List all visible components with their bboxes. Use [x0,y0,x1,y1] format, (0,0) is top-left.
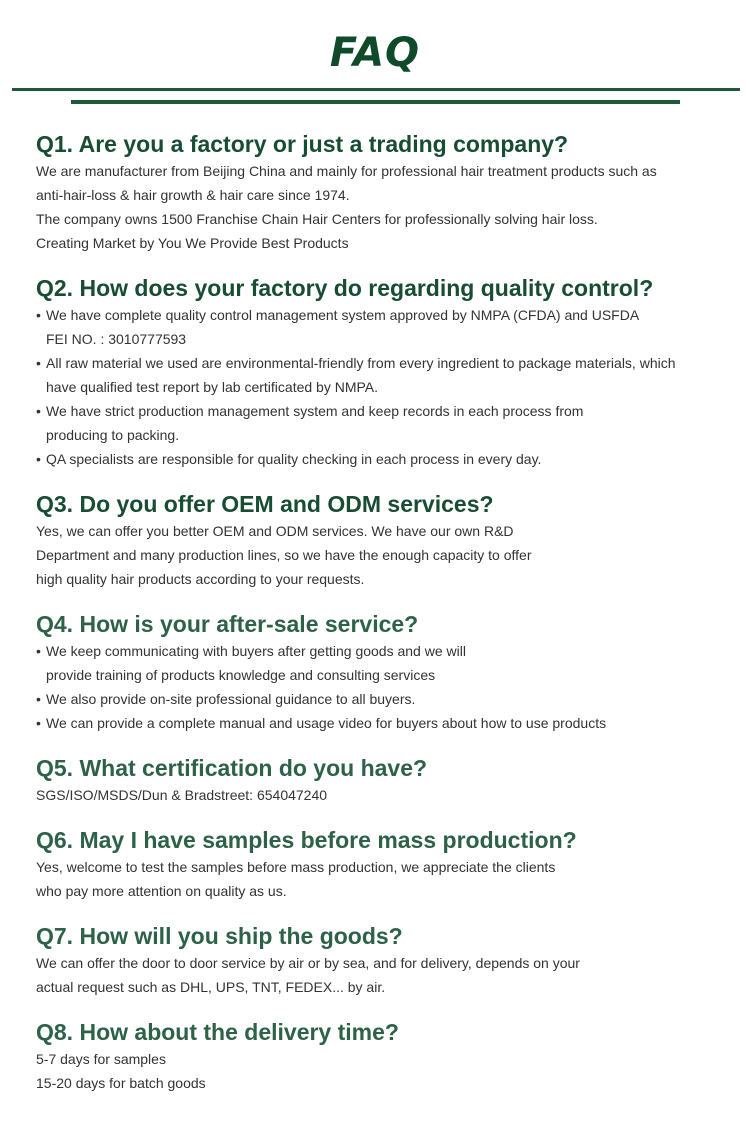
faq-item-q4 [36,609,736,735]
faq-bullet [36,639,736,663]
faq-bullet-text: All raw material we used are environmental-friendly from every ingredient to package materials, which [46,355,676,371]
faq-question: Q3. Do you offer OEM and ODM services? [36,491,494,517]
faq-item-q6 [36,825,736,903]
faq-question: Q4. How is your after-sale service? [36,611,419,637]
faq-item-q8 [36,1017,736,1095]
faq-question: Q1. Are you a factory or just a trading company? [36,131,569,157]
faq-bullet-text: We also provide on-site professional guidance to all buyers. [46,691,416,707]
faq-bullet [36,351,736,375]
faq-answer-line: 5-7 days for samples [36,1051,166,1067]
bullet-dot: • [36,307,41,323]
faq-answer-line: 15-20 days for batch goods [36,1075,206,1091]
faq-bullet-continuation: have qualified test report by lab certificated by NMPA. [46,379,379,395]
faq-bullet-continuation: FEI NO. : 3010777593 [46,331,187,347]
bullet-dot: • [36,715,41,731]
faq-answer-line: We are manufacturer from Beijing China and mainly for professional hair treatment products such as [36,163,657,179]
faq-answer-line: Creating Market by You We Provide Best Products [36,235,349,251]
faq-answer-line: SGS/ISO/MSDS/Dun & Bradstreet: 654047240 [36,787,328,803]
faq-answer-line: high quality hair products according to your requests. [36,571,365,587]
faq-question: Q7. How will you ship the goods? [36,923,403,949]
faq-bullet-text: QA specialists are responsible for quality checking in each process in every day. [46,451,542,467]
faq-answer-line: The company owns 1500 Franchise Chain Hair Centers for professionally solving hair loss. [36,211,598,227]
faq-question: Q2. How does your factory do regarding quality control? [36,275,654,301]
faq-bullet [36,711,736,735]
bullet-dot: • [36,691,41,707]
faq-bullet-continuation: producing to packing. [46,427,180,443]
faq-answer-line: actual request such as DHL, UPS, TNT, FEDEX... by air. [36,979,386,995]
faq-question: Q8. How about the delivery time? [36,1019,399,1045]
faq-header [0,0,750,110]
faq-answer-line: We can offer the door to door service by air or by sea, and for delivery, depends on your [36,955,580,971]
faq-bullet-continuation: provide training of products knowledge and consulting services [46,667,436,683]
faq-item-q3 [36,489,736,591]
faq-item-q1 [36,129,736,255]
faq-bullet [36,447,736,471]
faq-bullet [36,687,736,711]
bullet-dot: • [36,355,41,371]
faq-question: Q5. What certification do you have? [36,755,428,781]
faq-answer-line: anti-hair-loss & hair growth & hair care since 1974. [36,187,350,203]
faq-bullet-text: We have strict production management system and keep records in each process from [46,403,584,419]
faq-bullet [36,303,736,327]
faq-bullet-text: We can provide a complete manual and usage video for buyers about how to use products [46,715,607,731]
title-divider-long [12,88,740,91]
bullet-dot: • [36,403,41,419]
title-divider-short [71,100,680,104]
faq-answer-line: who pay more attention on quality as us. [36,883,287,899]
faq-item-q5 [36,753,736,807]
faq-answer-line: Yes, welcome to test the samples before mass production, we appreciate the clients [36,859,556,875]
faq-bullet-text: We have complete quality control management system approved by NMPA (CFDA) and USFDA [46,307,640,323]
bullet-dot: • [36,643,41,659]
faq-bullet-text: We keep communicating with buyers after getting goods and we will [46,643,466,659]
bullet-dot: • [36,451,41,467]
faq-answer-line: Yes, we can offer you better OEM and ODM services. We have our own R&D [36,523,514,539]
faq-answer-line: Department and many production lines, so we have the enough capacity to offer [36,547,532,563]
faq-item-q2 [36,273,736,471]
faq-question: Q6. May I have samples before mass production? [36,827,577,853]
page-title: FAQ [329,30,421,76]
faq-item-q7 [36,921,736,999]
faq-bullet [36,399,736,423]
